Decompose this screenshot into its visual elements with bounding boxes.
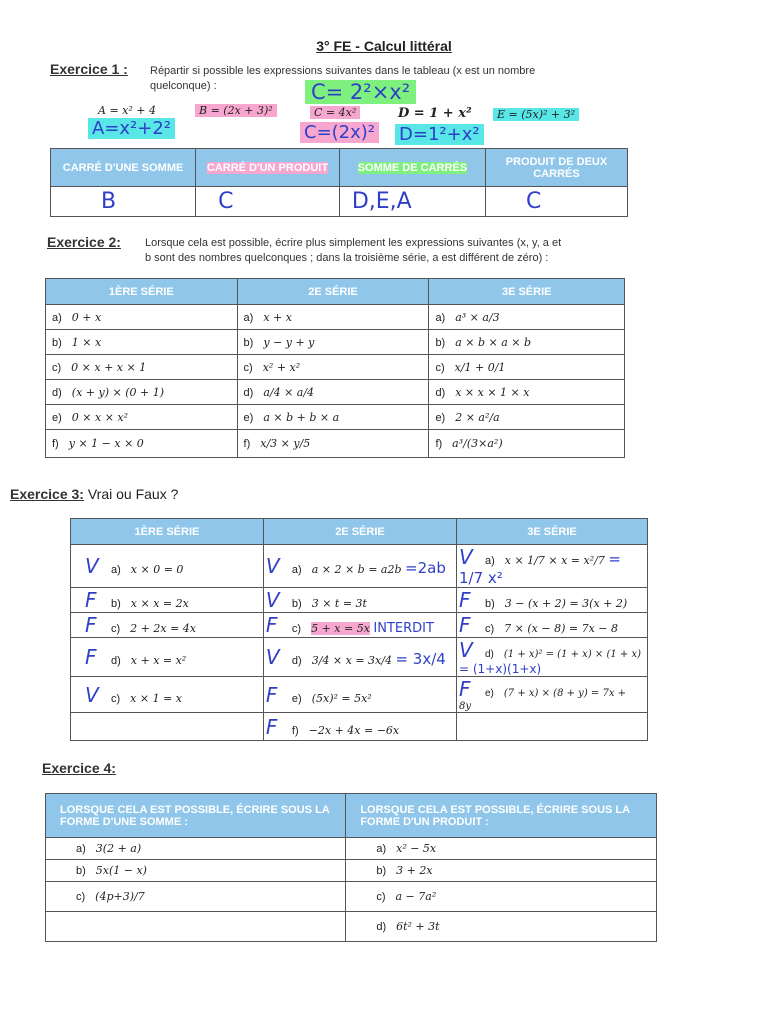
item-label: c): [111, 623, 121, 635]
ex3-cell: [263, 588, 456, 613]
ex2-cell: [237, 405, 429, 430]
item-label: b): [243, 336, 254, 349]
item-label: a): [484, 555, 495, 567]
ex3-cell: [263, 677, 456, 713]
table-row: [46, 430, 625, 458]
expression: 3(2 + a): [95, 842, 142, 855]
true-false-mark: F: [458, 588, 471, 612]
exercise-4-heading: Exercice 4:: [42, 760, 116, 776]
item-label: b): [291, 598, 302, 610]
item-label: f): [243, 438, 251, 450]
expression: a × b + b × a: [263, 410, 340, 424]
item-label: c): [243, 361, 253, 374]
statement: x × 1/7 × x = x²/7: [504, 554, 605, 567]
handwritten-c-expansion: C= 2²×x²: [305, 80, 416, 104]
item-label: b): [52, 336, 62, 349]
item-label: f): [291, 724, 299, 737]
expression: y × 1 − x × 0: [68, 437, 144, 450]
ex2-cell: [429, 355, 625, 380]
ex3-cell: [456, 588, 647, 613]
handwritten-correction: = (1+x)(1+x): [458, 662, 542, 676]
exercise-1-heading: Exercice 1 :: [50, 61, 128, 77]
expression: x + x: [263, 310, 292, 324]
ex3-cell: [263, 713, 456, 741]
expression: a³ × a/3: [455, 310, 500, 324]
true-false-mark: V: [265, 588, 280, 612]
true-false-mark: V: [458, 638, 473, 662]
exercise-1-table: [50, 148, 628, 217]
item-label: c): [52, 361, 62, 374]
item-label: c): [435, 361, 445, 374]
table-row: [46, 405, 625, 430]
ex2-cell: [46, 330, 238, 355]
ex2-cell: [46, 430, 238, 458]
item-label: b): [484, 598, 495, 610]
ex2-header-series-2: 2E SÉRIE: [237, 279, 429, 305]
header-product-of-squares: PRODUIT DE DEUX CARRÉS: [485, 149, 627, 187]
ex2-header-series-1: 1ÈRE SÉRIE: [46, 279, 238, 305]
table-row: [46, 860, 657, 882]
ex2-cell: [46, 380, 238, 405]
statement: 7 × (x − 8) = 7x − 8: [504, 622, 618, 635]
ex4-cell: [46, 882, 346, 912]
item-label: e): [52, 411, 62, 424]
expression: 6t² + 3t: [396, 920, 440, 933]
ex3-header-series-3: 3E SÉRIE: [456, 519, 647, 545]
item-label: a): [243, 311, 254, 324]
header-sum-of-squares: [339, 149, 485, 187]
item-label: b): [435, 336, 446, 349]
exercise-2-table: [45, 278, 625, 458]
true-false-mark: F: [265, 613, 278, 637]
item-label: d): [376, 921, 387, 933]
ex4-cell: [346, 882, 657, 912]
true-false-mark: F: [85, 645, 97, 669]
ex4-cell: [346, 912, 657, 942]
item-label: c): [376, 891, 386, 903]
ex2-cell: [429, 305, 625, 330]
statement: (5x)² = 5x²: [311, 691, 372, 705]
answer-sum-of-squares: D,E,A: [339, 187, 485, 217]
expression: 0 × x + x × 1: [71, 360, 147, 374]
true-false-mark: F: [458, 613, 471, 637]
expression: 0 + x: [71, 310, 102, 324]
item-label: c): [484, 623, 495, 635]
true-false-mark: F: [458, 677, 471, 701]
exercise-3-title: [10, 486, 178, 502]
ex2-cell: [237, 430, 429, 458]
handwritten-c-rewrite: C=(2x)²: [300, 122, 379, 143]
exercise-3-subtitle: Vrai ou Faux ?: [87, 486, 179, 502]
statement: −2x + 4x = −6x: [308, 723, 400, 737]
table-row: [46, 838, 657, 860]
item-label: d): [484, 649, 494, 660]
ex3-cell: [263, 545, 456, 588]
item-label: e): [435, 411, 446, 424]
ex4-cell: [46, 838, 346, 860]
ex4-cell: [46, 860, 346, 882]
ex2-cell: [237, 330, 429, 355]
ex3-cell: [263, 638, 456, 677]
true-false-mark: V: [85, 682, 99, 707]
item-label: c): [291, 623, 302, 635]
true-false-mark: F: [265, 682, 278, 707]
exercise-3-table: [70, 518, 648, 741]
answer-product-of-squares: C: [485, 187, 627, 217]
ex2-cell: [237, 380, 429, 405]
exercise-2-instructions: [145, 236, 625, 266]
table-row: [71, 677, 648, 713]
expression: a × b × a × b: [455, 335, 532, 349]
item-label: d): [291, 655, 302, 667]
exercise-2-heading: Exercice 2:: [47, 234, 121, 250]
item-label: d): [435, 386, 446, 399]
answer-square-of-sum: B: [51, 187, 196, 217]
ex3-cell-empty: [456, 713, 647, 741]
ex3-header-series-2: 2E SÉRIE: [263, 519, 456, 545]
expression: a/4 × a/4: [263, 385, 315, 399]
ex3-cell: [71, 638, 264, 677]
expression: 2 × a²/a: [455, 410, 500, 424]
expression: (x + y) × (0 + 1): [71, 385, 164, 399]
exercise-2-instruction-line2: b sont des nombres quelconques ; dans la troisième série, a est différent de zéro) :: [145, 252, 549, 264]
expression-e: E = (5x)² + 3²: [493, 108, 579, 121]
table-row: [71, 638, 648, 677]
expression-d: D = 1 + x²: [398, 106, 472, 121]
exercise-1-instruction-line1: Répartir si possible les expressions suivantes dans le tableau (x est un nombre: [150, 65, 536, 77]
item-label: e): [243, 411, 254, 424]
table-row: [46, 330, 625, 355]
item-label: a): [52, 311, 62, 324]
item-label: a): [111, 564, 121, 576]
exercise-1-instruction-line2: quelconque) :: [150, 80, 217, 92]
header-sum-of-squares-label: SOMME DE CARRÉS: [357, 161, 468, 174]
item-label: a): [76, 843, 86, 855]
true-false-mark: V: [458, 545, 473, 569]
statement: 3/4 × x = 3x/4: [311, 654, 392, 667]
ex2-cell: [237, 305, 429, 330]
item-label: b): [376, 865, 387, 877]
true-false-mark: V: [265, 645, 280, 669]
expression: x/1 + 0/1: [454, 360, 506, 374]
statement: a × 2 × b = a2b: [311, 563, 402, 576]
table-row: [71, 713, 648, 741]
exercise-3-heading: Exercice 3:: [10, 486, 84, 502]
ex3-cell: [71, 545, 264, 588]
expression-c: C = 4x²: [310, 106, 360, 119]
ex2-cell: [429, 430, 625, 458]
ex2-cell: [46, 305, 238, 330]
handwritten-correction: INTERDIT: [373, 621, 434, 636]
item-label: d): [52, 386, 62, 399]
header-square-of-sum: CARRÉ D'UNE SOMME: [51, 149, 196, 187]
statement: x × 1 = x: [130, 691, 182, 705]
page-title: 3° FE - Calcul littéral: [316, 38, 452, 54]
handwritten-correction: =2ab: [405, 559, 446, 577]
ex2-cell: [46, 355, 238, 380]
table-row: [46, 882, 657, 912]
ex4-cell-empty: [46, 912, 346, 942]
expression: 1 × x: [71, 335, 102, 349]
item-label: e): [291, 692, 302, 705]
expression: x² − 5x: [396, 842, 437, 855]
ex3-cell: [456, 613, 647, 638]
true-false-mark: F: [265, 714, 278, 739]
ex4-header-product: LORSQUE CELA EST POSSIBLE, ÉCRIRE SOUS LA FORME D'UN PRODUIT :: [346, 794, 657, 838]
expression: x/3 × y/5: [260, 437, 311, 450]
ex3-cell: [71, 588, 264, 613]
handwritten-correction: = 1/7 x²: [458, 550, 621, 587]
item-label: b): [111, 598, 121, 610]
table-row: [46, 380, 625, 405]
expression: 3 + 2x: [396, 864, 433, 877]
statement: x × x = 2x: [130, 597, 189, 610]
statement: x + x = x²: [130, 654, 187, 667]
ex2-cell: [429, 380, 625, 405]
ex3-cell: [456, 545, 647, 588]
item-label: d): [111, 655, 121, 667]
statement: 3 × t = 3t: [311, 597, 367, 610]
table-row: [46, 305, 625, 330]
statement: 5 + x = 5x: [311, 622, 370, 635]
statement: (7 + x) × (8 + y) = 7x + 8y: [458, 688, 627, 712]
true-false-mark: V: [85, 554, 99, 578]
ex2-cell: [237, 355, 429, 380]
expression: 0 × x × x²: [71, 410, 129, 424]
true-false-mark: F: [85, 613, 97, 637]
item-label: d): [243, 386, 254, 399]
item-label: a): [376, 843, 387, 855]
ex4-cell: [346, 838, 657, 860]
expression-a: A = x² + 4: [98, 104, 156, 117]
statement: 2 + 2x = 4x: [130, 622, 196, 635]
expression: x² + x²: [262, 360, 301, 374]
ex2-cell: [429, 405, 625, 430]
table-row: [46, 355, 625, 380]
ex3-cell: [71, 677, 264, 713]
true-false-mark: F: [85, 588, 97, 612]
item-label: e): [484, 688, 494, 699]
ex2-cell: [429, 330, 625, 355]
expression-b: B = (2x + 3)²: [195, 104, 277, 117]
header-square-of-product-label: CARRÉ D'UN PRODUIT: [206, 161, 329, 174]
statement: 3 − (x + 2) = 3(x + 2): [504, 597, 628, 610]
ex4-header-sum: LORSQUE CELA EST POSSIBLE, ÉCRIRE SOUS LA FORME D'UNE SOMME :: [46, 794, 346, 838]
table-row: [71, 588, 648, 613]
statement: x × 0 = 0: [130, 563, 184, 576]
ex3-header-series-1: 1ÈRE SÉRIE: [71, 519, 264, 545]
expression: 5x(1 − x): [95, 864, 147, 877]
statement: (1 + x)² = (1 + x) × (1 + x): [503, 649, 641, 660]
expression: (4p+3)/7: [95, 890, 145, 903]
ex4-cell: [346, 860, 657, 882]
item-label: c): [111, 692, 121, 705]
expression: a³/(3×a²): [452, 437, 503, 450]
handwritten-correction: = 3x/4: [395, 650, 446, 668]
answer-square-of-product: C: [196, 187, 340, 217]
header-square-of-product: [196, 149, 340, 187]
ex2-cell: [46, 405, 238, 430]
ex3-cell-empty: [71, 713, 264, 741]
exercise-4-table: [45, 793, 657, 942]
ex3-cell: [71, 613, 264, 638]
expression: a − 7a²: [395, 890, 437, 903]
table-row: [71, 613, 648, 638]
item-label: f): [435, 438, 443, 450]
handwritten-a-rewrite: A=x²+2²: [88, 118, 175, 139]
item-label: b): [76, 865, 86, 877]
handwritten-d-rewrite: D=1²+x²: [395, 124, 484, 145]
ex3-cell: [456, 677, 647, 713]
true-false-mark: V: [265, 554, 280, 578]
ex3-cell: [456, 638, 647, 677]
expression: x × x × 1 × x: [455, 385, 530, 399]
item-label: a): [435, 311, 446, 324]
table-row: [71, 545, 648, 588]
ex3-cell: [263, 613, 456, 638]
item-label: f): [52, 438, 59, 450]
exercise-2-instruction-line1: Lorsque cela est possible, écrire plus simplement les expressions suivantes (x, y, a et: [145, 237, 562, 249]
ex2-header-series-3: 3E SÉRIE: [429, 279, 625, 305]
table-row: [46, 912, 657, 942]
expression: y − y + y: [263, 335, 315, 349]
item-label: a): [291, 564, 302, 576]
item-label: c): [76, 891, 86, 903]
